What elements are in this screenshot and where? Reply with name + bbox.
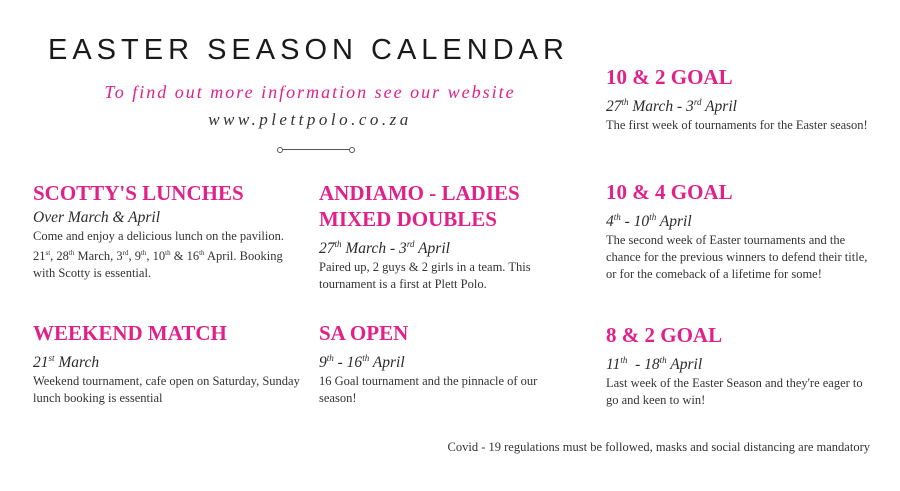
event-description: Come and enjoy a delicious lunch on the pavilion. 21st, 28th March, 3rd, 9th, 10th & 16th April. Booking with Scotty is essential. (33, 229, 284, 281)
event-description: Last week of the Easter Season and they're eager to go and keen to win! (606, 376, 863, 408)
covid-notice: Covid - 19 regulations must be followed, masks and social distancing are mandatory (447, 440, 870, 454)
event-andiamo (319, 180, 589, 293)
event-8-2-goal (606, 322, 876, 409)
event-heading: ANDIAMO - LADIES MIXED DOUBLES (319, 181, 520, 231)
event-description: 16 Goal tournament and the pinnacle of our season! (319, 374, 538, 406)
event-date: Over March & April (33, 209, 160, 226)
event-date: 9th - 16th April (319, 353, 405, 372)
event-description: The first week of tournaments for the Easter season! (606, 118, 868, 133)
event-10-2-goal (606, 64, 876, 134)
event-date: 27th March - 3rd April (319, 239, 450, 258)
event-description: Weekend tournament, cafe open on Saturday, Sunday lunch booking is essential (33, 374, 300, 406)
event-date: 4th - 10th April (606, 212, 692, 231)
event-10-4-goal (606, 179, 876, 283)
event-heading: 8 & 2 GOAL (606, 323, 723, 347)
event-date: 27th March - 3rd April (606, 97, 737, 116)
event-description: The second week of Easter tournaments and the chance for the previous winners to defend their title, or for the comeback of a lifetime for some! (606, 233, 868, 282)
event-heading: WEEKEND MATCH (33, 321, 227, 345)
website-link[interactable]: www.plettpolo.co.za (208, 110, 412, 129)
event-heading: SA OPEN (319, 321, 409, 345)
event-sa-open (319, 320, 589, 407)
event-heading: 10 & 4 GOAL (606, 180, 733, 204)
event-description: Paired up, 2 guys & 2 girls in a team. This tournament is a first at Plett Polo. (319, 260, 531, 292)
page-title: EASTER SEASON CALENDAR (48, 34, 569, 66)
subtitle: To find out more information see our website (104, 82, 516, 102)
event-heading: 10 & 2 GOAL (606, 65, 733, 89)
event-weekend-match (33, 320, 303, 407)
event-scottys-lunches (33, 180, 303, 282)
event-date: 11th - 18th April (606, 355, 703, 374)
divider (280, 149, 352, 150)
event-heading: SCOTTY'S LUNCHES (33, 181, 244, 205)
event-date: 21st March (33, 353, 100, 372)
